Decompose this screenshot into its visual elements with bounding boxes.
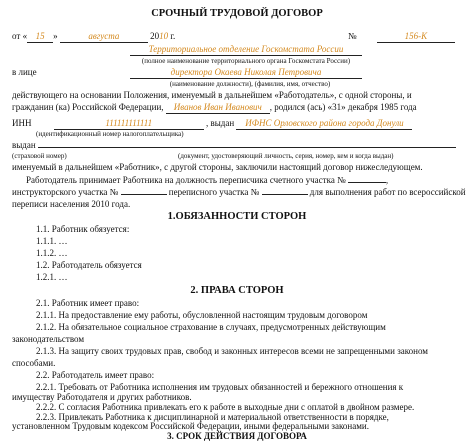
clause-2-1-2-cont: законодательством (12, 334, 85, 344)
basis-line: действующего на основании Положения, именуемый в дальнейшем «Работодатель», с одной стороны, и (12, 90, 412, 100)
section-3-title: 3. СРОК ДЕЙСТВИЯ ДОГОВОРА (167, 431, 307, 441)
clause-1-1: 1.1. Работник обязуется: (36, 224, 130, 234)
section-1-heading: 1.ОБЯЗАННОСТИ СТОРОН (167, 211, 307, 222)
person-caption: (наименование должности), (фамилия, имя, отчество) (169, 80, 331, 88)
clause-1-1-1: 1.1.1. … (36, 236, 68, 246)
accept-text: Работодатель принимает Работника на должность переписчика счетного участка № (26, 175, 346, 185)
date-prefix: от « (12, 31, 28, 41)
clause-2-1-1: 2.1.1. На предоставление ему работы, обусловленной настоящим трудовым договором (36, 310, 368, 320)
clause-2-1-3-cont: способами. (12, 358, 56, 368)
named-line: именуемый в дальнейшем «Работник», с другой стороны, заключили настоящий договор нижеследующем. (12, 162, 423, 172)
org-name: Территориальное отделение Госкомстата России (130, 44, 362, 56)
org-caption: (полное наименование территориального органа Госкомстата России) (141, 57, 351, 65)
citizen-name: Иванов Иван Иванович (166, 102, 270, 114)
person-prefix: в лице (12, 67, 37, 77)
citizen-birth: , родился (ась) «31» декабря 1985 года (269, 102, 417, 112)
instructor-line (12, 187, 466, 198)
clause-2-1-2: 2.1.2. На обязательное социальное страхование в случаях, предусмотренных действующим (36, 322, 386, 332)
issued-line (12, 140, 462, 151)
instructor-c: для выполнения работ по всероссийской (309, 187, 466, 197)
inn-issued: , выдан (206, 118, 235, 128)
clause-2-1-3: 2.1.3. На защиту своих трудовых прав, свобод и законных интересов всеми не запрещенными законом (36, 346, 428, 356)
document-caption: (документ, удостоверяющий личность, серия, номер, кем и когда выдан) (178, 152, 394, 160)
number-label: № (348, 31, 357, 41)
inn-line (12, 118, 412, 130)
census-line: переписи населения 2010 года. (12, 199, 131, 209)
date-mid: » (53, 31, 58, 41)
clause-1-1-2: 1.1.2. … (36, 248, 68, 258)
clause-2-2-1: 2.2.1. Требовать от Работника исполнения им трудовых обязанностей и бережного отношения к (36, 382, 404, 392)
date-line (12, 31, 175, 43)
person-name: директора Окаева Николая Петровича (130, 67, 362, 79)
number-value: 156-К (377, 31, 455, 43)
citizen-prefix: гражданин (ка) Российской Федерации, (12, 102, 164, 112)
date-year-fill: 10 (159, 31, 169, 41)
inn-issuer: ИФНС Орловского района города Донули (236, 118, 412, 130)
citizen-line (12, 102, 417, 114)
inn-caption: (идентификационный номер налогоплательщика) (36, 130, 184, 138)
instructor-a: инструкторского участка № (12, 187, 119, 197)
section-2-heading: 2. ПРАВА СТОРОН (190, 285, 284, 296)
inn-value: 111111111111 (54, 118, 204, 130)
clause-2-2-3: 2.2.3. Привлекать Работника к дисциплинарной и материальной ответственности в порядке, (36, 412, 389, 422)
clause-2-2: 2.2. Работодатель имеет право: (36, 370, 155, 380)
clause-2-2-2: 2.2.2. С согласия Работника привлекать его к работе в выходные дни с оплатой в двойном размере. (36, 402, 415, 412)
contract-number (348, 31, 455, 43)
instructor-b: переписного участка № (168, 187, 260, 197)
date-day: 15 (27, 31, 53, 43)
date-year-prefix: 20 (150, 31, 160, 41)
page-title: СРОЧНЫЙ ТРУДОВОЙ ДОГОВОР (151, 8, 323, 19)
date-month: августа (60, 31, 148, 43)
insurance-caption: (страховой номер) (12, 152, 67, 160)
clause-1-2: 1.2. Работодатель обязуется (36, 260, 142, 270)
clause-2-2-1-cont: имуществу Работодателя и других работников. (12, 392, 192, 402)
issued-label: выдан (12, 140, 36, 150)
accept-line: Работодатель принимает Работника на должность переписчика счетного участка № , (26, 175, 389, 185)
section-3-heading (0, 431, 474, 441)
clause-1-2-1: 1.2.1. … (36, 272, 68, 282)
date-year-suffix: г. (170, 31, 176, 41)
clause-2-2-3-cont: установленном Трудовым кодексом Российской Федерации, иными федеральными законами. (12, 421, 369, 431)
inn-label: ИНН (12, 118, 32, 128)
clause-2-1: 2.1. Работник имеет право: (36, 298, 140, 308)
